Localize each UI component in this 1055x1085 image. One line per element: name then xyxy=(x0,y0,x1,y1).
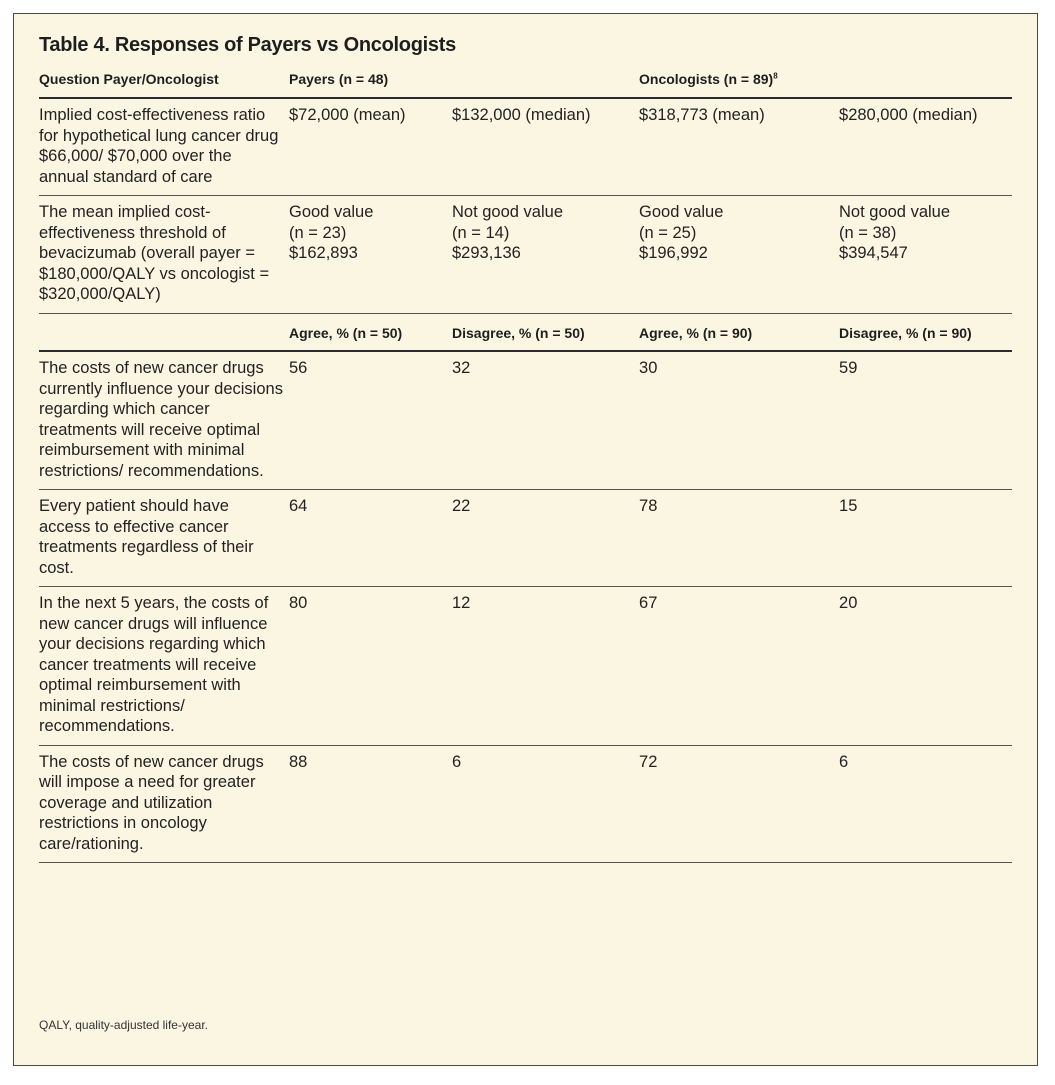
row-payers-agree: 88 xyxy=(289,745,452,863)
table-row xyxy=(39,98,1012,196)
header-oncologists-ref: 8 xyxy=(773,71,778,81)
row-payers-disagree: 12 xyxy=(452,587,639,746)
table-panel xyxy=(13,13,1038,1066)
row-payers-mean: $72,000 (mean) xyxy=(289,98,452,196)
row-question: The costs of new cancer drugs will impose a need for greater coverage and utilization restrictions in oncology care/rationing. xyxy=(39,745,289,863)
row-payers-disagree: 22 xyxy=(452,490,639,587)
row-oncologists-disagree: 59 xyxy=(839,351,1012,490)
header-oncologists xyxy=(639,66,1012,98)
subheader-oncologists-agree: Agree, % (n = 90) xyxy=(639,313,839,351)
row-question: Implied cost-effectiveness ratio for hypothetical lung cancer drug $66,000/ $70,000 over the annual standard of care xyxy=(39,98,289,196)
row-oncologists-disagree: 15 xyxy=(839,490,1012,587)
row-oncologists-disagree: 20 xyxy=(839,587,1012,746)
table-row xyxy=(39,351,1012,490)
row-payers-agree: 64 xyxy=(289,490,452,587)
row-question: The mean implied cost-effectiveness threshold of bevacizumab (overall payer = $180,000/QALY vs oncologist = $320,000/QALY) xyxy=(39,196,289,314)
row-question: In the next 5 years, the costs of new cancer drugs will influence your decisions regarding which cancer treatments will receive optimal reimbursement with minimal restrictions/ recommendations. xyxy=(39,587,289,746)
row-payers-good-value: Good value (n = 23) $162,893 xyxy=(289,196,452,314)
table-title: Table 4. Responses of Payers vs Oncologists xyxy=(39,34,456,56)
row-question: Every patient should have access to effective cancer treatments regardless of their cost. xyxy=(39,490,289,587)
header-question: Question Payer/Oncologist xyxy=(39,66,289,98)
header-payers: Payers (n = 48) xyxy=(289,66,639,98)
row-payers-disagree: 6 xyxy=(452,745,639,863)
row-payers-agree: 80 xyxy=(289,587,452,746)
row-payers-disagree: 32 xyxy=(452,351,639,490)
row-oncologists-agree: 67 xyxy=(639,587,839,746)
table-footnote: QALY, quality-adjusted life-year. xyxy=(39,1018,208,1032)
row-payers-median: $132,000 (median) xyxy=(452,98,639,196)
header-oncologists-label: Oncologists (n = 89) xyxy=(639,71,774,87)
table-row xyxy=(39,490,1012,587)
row-payers-not-good-value: Not good value (n = 14) $293,136 xyxy=(452,196,639,314)
table-row xyxy=(39,196,1012,314)
subheader-row xyxy=(39,313,1012,351)
row-oncologists-agree: 72 xyxy=(639,745,839,863)
row-question: The costs of new cancer drugs currently influence your decisions regarding which cancer treatments will receive optimal reimbursement with minimal restrictions/ recommendations. xyxy=(39,351,289,490)
header-row xyxy=(39,66,1012,98)
table-row xyxy=(39,587,1012,746)
row-oncologists-good-value: Good value (n = 25) $196,992 xyxy=(639,196,839,314)
responses-table xyxy=(39,66,1012,863)
row-payers-agree: 56 xyxy=(289,351,452,490)
subheader-empty xyxy=(39,313,289,351)
table-row xyxy=(39,745,1012,863)
row-oncologists-agree: 78 xyxy=(639,490,839,587)
row-oncologists-not-good-value: Not good value (n = 38) $394,547 xyxy=(839,196,1012,314)
row-oncologists-disagree: 6 xyxy=(839,745,1012,863)
row-oncologists-median: $280,000 (median) xyxy=(839,98,1012,196)
row-oncologists-mean: $318,773 (mean) xyxy=(639,98,839,196)
subheader-payers-disagree: Disagree, % (n = 50) xyxy=(452,313,639,351)
subheader-oncologists-disagree: Disagree, % (n = 90) xyxy=(839,313,1012,351)
subheader-payers-agree: Agree, % (n = 50) xyxy=(289,313,452,351)
row-oncologists-agree: 30 xyxy=(639,351,839,490)
